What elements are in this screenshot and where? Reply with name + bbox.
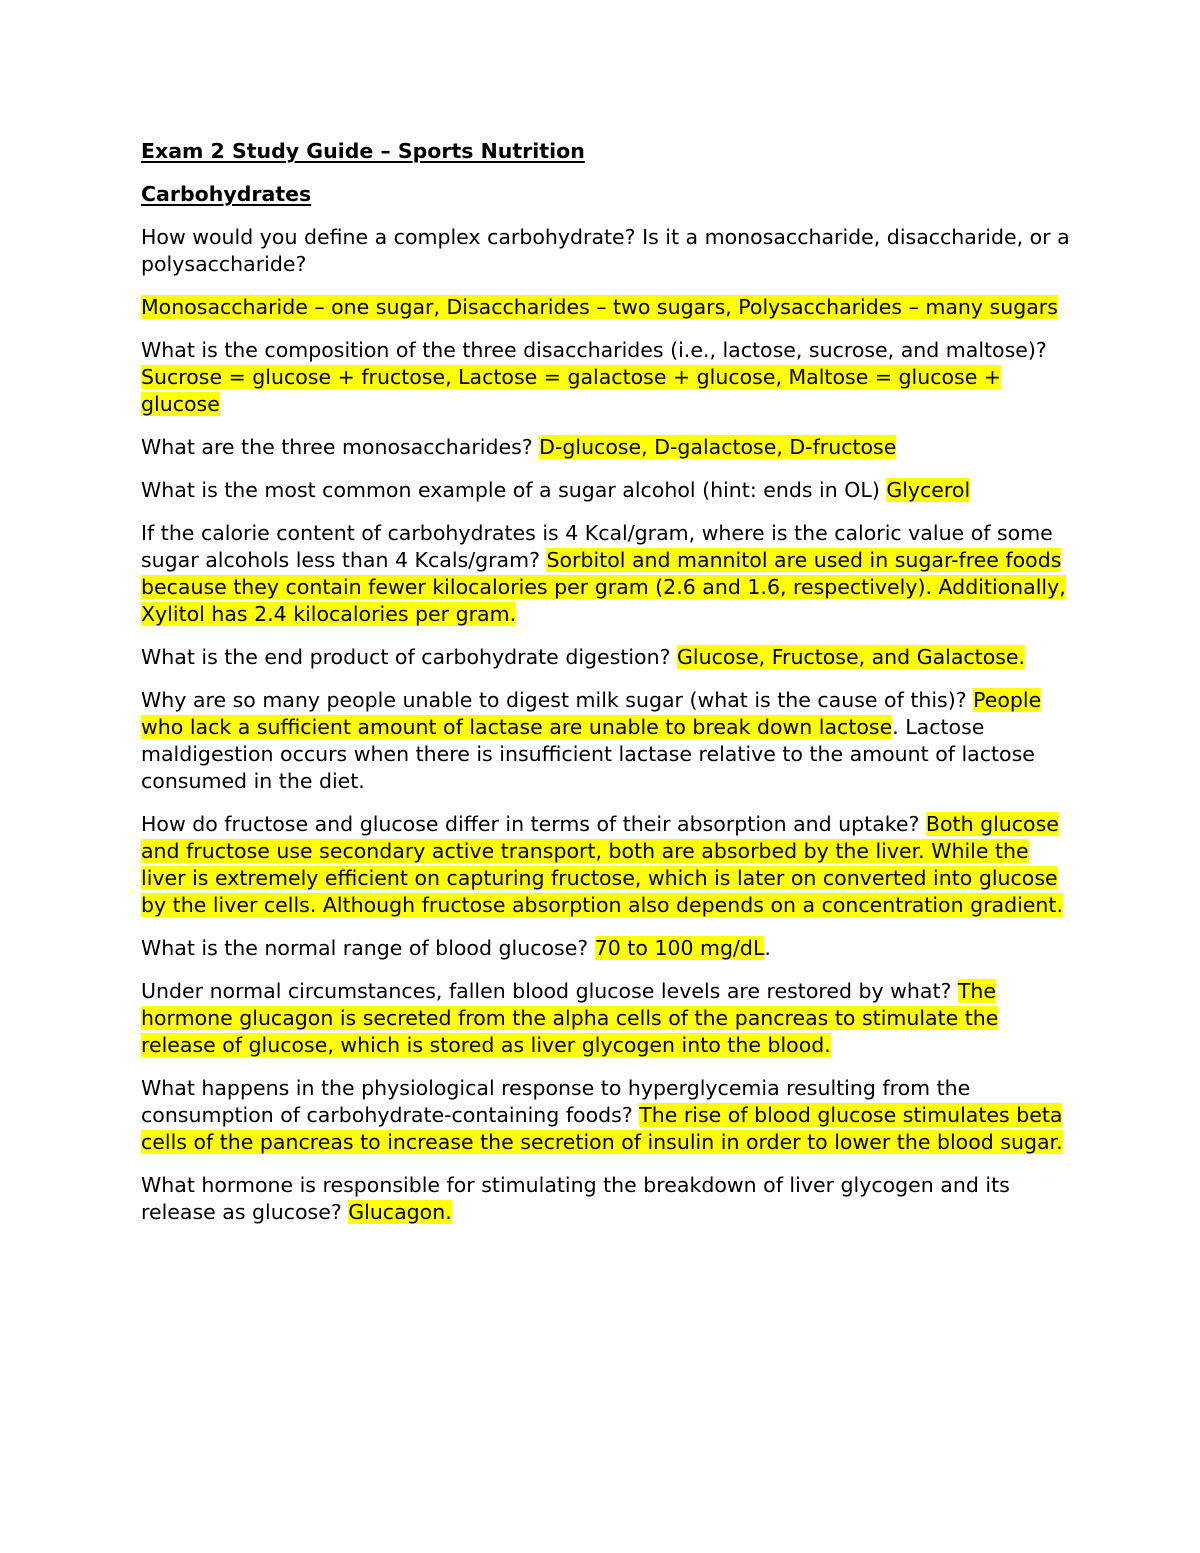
question-text: What happens in the physiological response to hyperglycemia resulting from the consumption of carbohydrate-containing foods? xyxy=(141,1076,971,1127)
highlighted-answer: The rise of blood glucose stimulates beta cells of the pancreas to increase the secretion of insulin in order to lower the blood sugar. xyxy=(141,1103,1063,1154)
highlighted-answer: Sucrose = glucose + fructose, Lactose = galactose + glucose, Maltose = glucose + glucose xyxy=(141,365,1002,416)
qa-paragraph-5 xyxy=(141,477,1076,504)
highlighted-answer: D-glucose, D-galactose, D-fructose xyxy=(539,435,897,459)
question-text: What is the end product of carbohydrate digestion? xyxy=(141,645,677,669)
highlighted-answer: 70 to 100 mg/dL xyxy=(594,936,765,960)
qa-paragraph-7 xyxy=(141,644,1076,671)
qa-paragraph-9 xyxy=(141,811,1076,919)
qa-paragraph-12 xyxy=(141,1075,1076,1156)
highlighted-answer: Glycerol xyxy=(886,478,971,502)
section-heading-carbohydrates: Carbohydrates xyxy=(141,182,312,206)
highlighted-answer: The hormone glucagon is secreted from the alpha cells of the pancreas to stimulate the release of glucose, which is stored as liver glycogen into the blood. xyxy=(141,979,999,1057)
document-title: Exam 2 Study Guide – Sports Nutrition xyxy=(141,139,585,163)
question-text: What hormone is responsible for stimulating the breakdown of liver glycogen and its release as glucose? xyxy=(141,1173,1010,1224)
highlighted-answer: Monosaccharide – one sugar, Disaccharides – two sugars, Polysaccharides – many sugars xyxy=(141,295,1058,319)
qa-paragraph-8 xyxy=(141,687,1076,795)
qa-paragraph-4 xyxy=(141,434,1076,461)
highlighted-answer: Both glucose and fructose use secondary active transport, both are absorbed by the liver. While the liver is extremely efficient on capturing fructose, which is later on converted into glucose by the liver cells. Although fructose absorption also depends on a concentration gradient. xyxy=(141,812,1063,917)
document-page xyxy=(141,138,1076,1242)
question-text: What is the normal range of blood glucose? xyxy=(141,936,595,960)
question-text: If the calorie content of carbohydrates is 4 Kcal/gram, where is the caloric value of some sugar alcohols less than 4 Kcals/gram? xyxy=(141,521,1053,572)
qa-paragraph-10 xyxy=(141,935,1076,962)
highlighted-answer: People who lack a sufficient amount of lactase are unable to break down lactose xyxy=(141,688,1042,739)
question-text: How would you define a complex carbohydrate? Is it a monosaccharide, disaccharide, or a polysaccharide? xyxy=(141,225,1070,276)
question-text: How do fructose and glucose differ in terms of their absorption and uptake? xyxy=(141,812,926,836)
question-text: Why are so many people unable to digest milk sugar (what is the cause of this)? xyxy=(141,688,974,712)
answer-tail-text: . Lactose maldigestion occurs when there is insufficient lactase relative to the amount of lactose consumed in the diet. xyxy=(141,715,1035,793)
qa-paragraph-13 xyxy=(141,1172,1076,1226)
qa-paragraph-3 xyxy=(141,337,1076,418)
question-text: Under normal circumstances, fallen blood glucose levels are restored by what? xyxy=(141,979,958,1003)
qa-paragraph-1 xyxy=(141,224,1076,278)
highlighted-answer: Glucagon. xyxy=(348,1200,452,1224)
qa-paragraph-2 xyxy=(141,294,1076,321)
highlighted-answer: Glucose, Fructose, and Galactose. xyxy=(677,645,1026,669)
answer-tail-text: . xyxy=(764,936,771,960)
qa-paragraph-11 xyxy=(141,978,1076,1059)
question-text: What are the three monosaccharides? xyxy=(141,435,540,459)
question-text: What is the most common example of a sugar alcohol (hint: ends in OL) xyxy=(141,478,887,502)
question-text: What is the composition of the three disaccharides (i.e., lactose, sucrose, and maltose)? xyxy=(141,338,1047,362)
highlighted-answer: Sorbitol and mannitol are used in sugar-free foods because they contain fewer kilocalories per gram (2.6 and 1.6, respectively). Additionally, Xylitol has 2.4 kilocalories per gram. xyxy=(141,548,1066,626)
qa-paragraph-6 xyxy=(141,520,1076,628)
